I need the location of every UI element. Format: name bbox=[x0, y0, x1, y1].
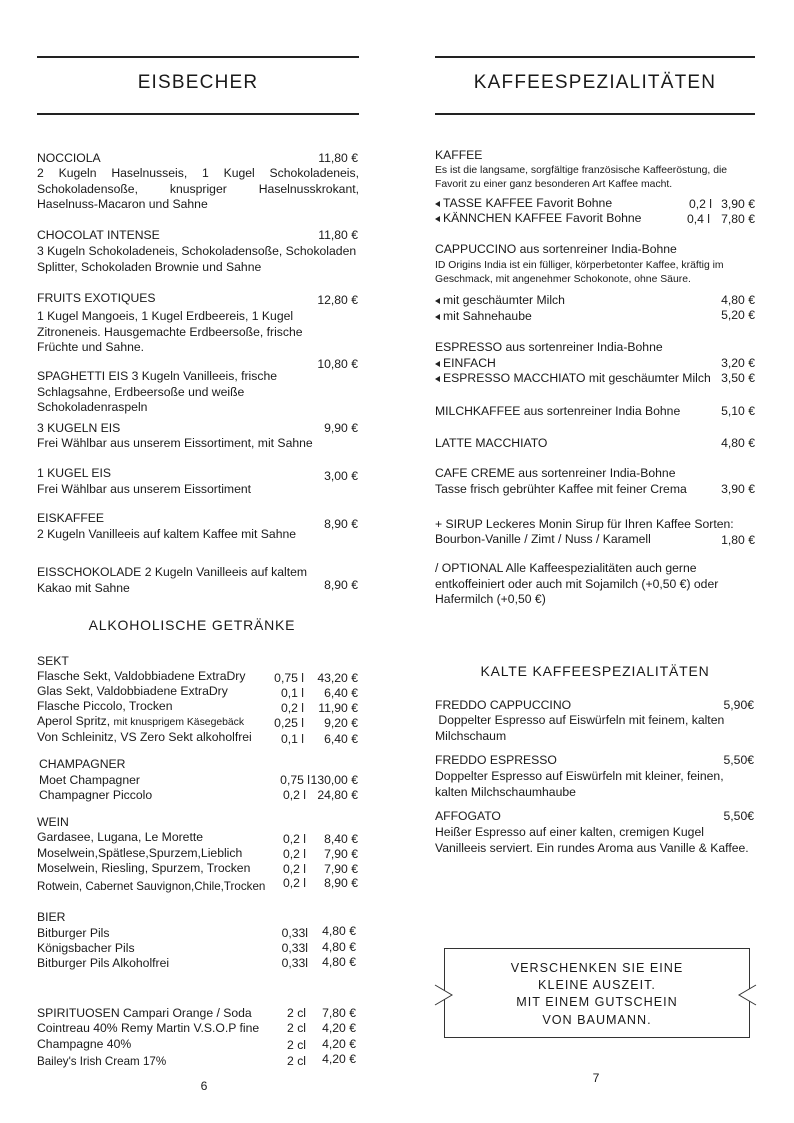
drink-name: Champagner Piccolo bbox=[39, 788, 153, 802]
menu-item-desc: Heißer Espresso auf einer kalten, cremigen Kugel Vanilleeis serviert. Ein rundes Aroma aus Vanille & Kaffee. bbox=[435, 825, 749, 855]
drink-price: 8,40 € bbox=[324, 832, 358, 846]
drink-price: 4,80 € bbox=[322, 955, 356, 969]
drink-price: 6,40 € bbox=[324, 686, 358, 700]
section-title-sekt: SEKT bbox=[37, 654, 69, 668]
drink-price: 4,80 € bbox=[322, 940, 356, 954]
drink-name: Von Schleinitz, VS Zero Sekt alkoholfrei bbox=[37, 730, 252, 744]
arrow-bullet-icon bbox=[435, 216, 440, 222]
drink-unit: 0,25 l bbox=[274, 716, 304, 730]
section-title-kaffee: KAFFEE bbox=[435, 148, 483, 162]
top-rule-right bbox=[435, 56, 755, 58]
menu-item-name: FREDDO CAPPUCCINO bbox=[435, 698, 572, 712]
menu-item-name: ESPRESSO MACCHIATO mit geschäumter Milch bbox=[443, 371, 711, 385]
section-title-espresso: ESPRESSO aus sortenreiner India-Bohne bbox=[435, 340, 663, 354]
drink-price: 4,20 € bbox=[322, 1021, 356, 1035]
eis-desc: 3 Kugeln Schokoladeneis, Schokoladensoße, Schokoladen Splitter, Schokoladen Brownie und Sahne bbox=[37, 244, 357, 274]
menu-item-price: 5,50€ bbox=[723, 753, 754, 767]
eis-desc: SPAGHETTI EIS 3 Kugeln Vanilleeis, frische Schlagsahne, Erdbeersoße und weiße Schokoladenraspeln bbox=[37, 369, 278, 414]
drink-name: Bitburger Pils bbox=[37, 926, 110, 940]
drink-unit: 0,33l bbox=[281, 926, 308, 940]
voucher-line: MIT EINEM GUTSCHEIN bbox=[516, 995, 678, 1009]
drink-name: SPIRITUOSEN Campari Orange / Soda bbox=[37, 1006, 252, 1020]
drink-unit: 0,2 l bbox=[280, 701, 304, 715]
drink-name: Moselwein,Spätlese,Spurzem,Lieblich bbox=[37, 846, 243, 860]
arrow-bullet-icon bbox=[435, 376, 440, 382]
menu-item-name: MILCHKAFFEE aus sortenreiner India Bohne bbox=[435, 404, 681, 418]
arrow-bullet-icon bbox=[435, 314, 440, 320]
menu-item-price: 3,50 € bbox=[721, 371, 755, 385]
voucher-line: KLEINE AUSZEIT. bbox=[538, 978, 656, 992]
drink-unit: 2 cl bbox=[287, 1054, 306, 1068]
drink-unit: 2 cl bbox=[287, 1038, 306, 1052]
page-number-left: 6 bbox=[200, 1079, 208, 1093]
arrow-bullet-icon bbox=[435, 298, 440, 304]
menu-item bbox=[435, 371, 711, 387]
drink-unit: 0,2 l bbox=[282, 876, 306, 890]
drink-price: 4,20 € bbox=[322, 1037, 356, 1051]
drink-name: Rotwein, Cabernet Sauvignon,Chile,Trocken bbox=[37, 880, 266, 893]
menu-item bbox=[435, 293, 565, 309]
drink-unit: 0,2 l bbox=[282, 832, 306, 846]
drink-unit: 2 cl bbox=[287, 1021, 306, 1035]
menu-item bbox=[435, 356, 496, 372]
menu-item bbox=[435, 196, 612, 212]
menu-item bbox=[435, 309, 532, 325]
drink-price: 7,90 € bbox=[324, 847, 358, 861]
section-heading-alkohol: ALKOHOLISCHE GETRÄNKE bbox=[88, 617, 296, 633]
drink-unit: 0,1 l bbox=[280, 686, 304, 700]
drink-unit: 0,2 l bbox=[282, 788, 306, 802]
gift-voucher-box bbox=[444, 948, 750, 1038]
menu-item-unit: 0,2 l bbox=[688, 197, 712, 211]
menu-item bbox=[435, 211, 641, 227]
eis-name: 3 KUGELN EIS bbox=[37, 421, 121, 435]
menu-item-name: KÄNNCHEN KAFFEE Favorit Bohne bbox=[443, 211, 642, 225]
sirup-line1: + SIRUP Leckeres Monin Sirup für Ihren Kaffee Sorten: bbox=[435, 517, 734, 531]
eis-desc: EISSCHOKOLADE 2 Kugeln Vanilleeis auf kaltem Kakao mit Sahne bbox=[37, 565, 308, 595]
menu-item-price: 3,20 € bbox=[721, 356, 755, 370]
drink-unit: 0,2 l bbox=[282, 862, 306, 876]
drink-unit: 2 cl bbox=[287, 1006, 306, 1020]
drink-name: Moselwein, Riesling, Spurzem, Trocken bbox=[37, 861, 251, 875]
drink-name: Moet Champagner bbox=[39, 773, 140, 787]
menu-item-price: 7,80 € bbox=[721, 212, 755, 226]
ribbon-notch-right-icon bbox=[737, 984, 759, 1008]
section-title-champagner: CHAMPAGNER bbox=[39, 757, 126, 771]
eis-price: 8,90 € bbox=[324, 517, 358, 531]
kaffee-desc: Es ist die langsame, sorgfältige französische Kaffeeröstung, die Favorit zu einer ganz besonderen Art Kaffee macht. bbox=[435, 165, 728, 190]
drink-price: 24,80 € bbox=[317, 788, 358, 802]
menu-item-unit: 0,4 l bbox=[686, 212, 710, 226]
drink-price: 9,20 € bbox=[324, 716, 358, 730]
drink-name: Bailey's Irish Cream 17% bbox=[37, 1055, 167, 1068]
eis-desc: Frei Wählbar aus unserem Eissortiment, mit Sahne bbox=[37, 436, 313, 450]
drink-name: Königsbacher Pils bbox=[37, 941, 135, 955]
drink-price: 7,90 € bbox=[324, 862, 358, 876]
drink-unit: 0,1 l bbox=[280, 732, 304, 746]
menu-item-name: TASSE KAFFEE Favorit Bohne bbox=[443, 196, 613, 210]
eis-price: 10,80 € bbox=[317, 357, 358, 371]
drink-unit: 0,33l bbox=[281, 956, 308, 970]
drink-name: Champagne 40% bbox=[37, 1037, 132, 1051]
drink-price: 6,40 € bbox=[324, 732, 358, 746]
eis-desc: 1 Kugel Mangoeis, 1 Kugel Erdbeereis, 1 Kugel Zitroneneis. Hausgemachte Erdbeersoße, frische Früchte und Sahne. bbox=[37, 309, 303, 354]
drink-name: Cointreau 40% Remy Martin V.S.O.P fine bbox=[37, 1021, 260, 1035]
eis-price: 9,90 € bbox=[324, 421, 358, 435]
eis-price: 11,80 € bbox=[318, 228, 358, 242]
drink-unit: 0,75 l bbox=[274, 671, 304, 685]
eis-price: 3,00 € bbox=[324, 469, 358, 483]
eis-name: CHOCOLAT INTENSE bbox=[37, 228, 160, 242]
cappuccino-desc: ID Origins India ist ein fülliger, körperbetonter Kaffee, kräftig im Geschmack, mit angenehmer Schokonote, ohne Säure. bbox=[435, 260, 724, 285]
drink-unit: 0,33l bbox=[281, 941, 308, 955]
drink-price: 130,00 € bbox=[310, 773, 358, 787]
drink-name: Bitburger Pils Alkoholfrei bbox=[37, 956, 170, 970]
optional-note: / OPTIONAL Alle Kaffeespezialitäten auch gerne entkoffeiniert oder auch mit Sojamilch (+0,50 €) oder Hafermilch (+0,50 €) bbox=[435, 561, 719, 606]
drink-name-text: Aperol Spritz, bbox=[37, 714, 111, 728]
drink-unit: 0,75 l bbox=[280, 773, 310, 787]
page-number-right: 7 bbox=[592, 1071, 600, 1085]
menu-item-price: 4,80 € bbox=[721, 436, 755, 450]
menu-item-price: 4,80 € bbox=[721, 293, 755, 307]
section-title-cappuccino: CAPPUCCINO aus sortenreiner India-Bohne bbox=[435, 242, 677, 256]
menu-item-desc: Doppelter Espresso auf Eiswürfeln mit kleiner, feinen, kalten Milchschaumhaube bbox=[435, 769, 724, 799]
drink-price: 11,90 € bbox=[318, 701, 358, 715]
eis-name: FRUITS EXOTIQUES bbox=[37, 291, 156, 305]
top-rule-left bbox=[37, 56, 359, 58]
bottom-rule-right bbox=[435, 113, 755, 115]
section-title-wein: WEIN bbox=[37, 815, 69, 829]
eis-desc: 2 Kugeln Vanilleeis auf kaltem Kaffee mit Sahne bbox=[37, 527, 297, 541]
voucher-line: VERSCHENKEN SIE EINE bbox=[510, 961, 684, 975]
menu-item-price: 5,20 € bbox=[721, 308, 755, 322]
eis-price: 11,80 € bbox=[318, 151, 358, 165]
menu-item-name: FREDDO ESPRESSO bbox=[435, 753, 557, 767]
menu-item-price: 5,10 € bbox=[721, 404, 755, 418]
eis-desc: Frei Wählbar aus unserem Eissortiment bbox=[37, 482, 252, 496]
drink-name bbox=[37, 714, 244, 731]
menu-item-price: 5,90€ bbox=[723, 698, 754, 712]
menu-item-price: 5,50€ bbox=[723, 809, 754, 823]
menu-item-name: CAFE CREME aus sortenreiner India-Bohne bbox=[435, 466, 676, 480]
drink-note: mit knusprigem Käsegebäck bbox=[113, 717, 245, 728]
menu-item-desc: Doppelter Espresso auf Eiswürfeln mit feinem, kalten Milchschaum bbox=[435, 713, 728, 743]
voucher-line: VON BAUMANN. bbox=[542, 1013, 652, 1027]
page-title-eisbecher: EISBECHER bbox=[137, 72, 259, 93]
menu-item-desc: Tasse frisch gebrühter Kaffee mit feiner Crema bbox=[435, 482, 687, 496]
eis-price: 8,90 € bbox=[324, 578, 358, 592]
menu-item-price: 3,90 € bbox=[721, 482, 755, 496]
eis-name: 1 KUGEL EIS bbox=[37, 466, 112, 480]
bottom-rule-left bbox=[37, 113, 359, 115]
page-title-kaffee: KAFFEESPEZIALITÄTEN bbox=[473, 72, 717, 93]
eis-name: EISKAFFEE bbox=[37, 511, 105, 525]
drink-name: Flasche Piccolo, Trocken bbox=[37, 699, 173, 713]
drink-price: 4,80 € bbox=[322, 924, 356, 938]
menu-item-name: mit geschäumter Milch bbox=[443, 293, 565, 307]
drink-unit: 0,2 l bbox=[282, 847, 306, 861]
eis-name: NOCCIOLA bbox=[37, 151, 101, 165]
sirup-line2: Bourbon-Vanille / Zimt / Nuss / Karamell bbox=[435, 532, 651, 546]
menu-item-name: EINFACH bbox=[443, 356, 496, 370]
menu-item-name: LATTE MACCHIATO bbox=[435, 436, 548, 450]
drink-name: Flasche Sekt, Valdobbiadene ExtraDry bbox=[37, 669, 246, 683]
section-title-bier: BIER bbox=[37, 910, 66, 924]
drink-price: 7,80 € bbox=[322, 1006, 356, 1020]
drink-name: Glas Sekt, Valdobbiadene ExtraDry bbox=[37, 684, 228, 698]
drink-price: 4,20 € bbox=[322, 1052, 356, 1066]
arrow-bullet-icon bbox=[435, 201, 440, 207]
drink-price: 43,20 € bbox=[317, 671, 358, 685]
menu-item-name: mit Sahnehaube bbox=[443, 309, 532, 323]
drink-name: Gardasee, Lugana, Le Morette bbox=[37, 830, 203, 844]
eis-price: 12,80 € bbox=[317, 293, 358, 307]
ribbon-notch-left-icon bbox=[434, 984, 456, 1008]
section-heading-kalte: KALTE KAFFEESPEZIALITÄTEN bbox=[480, 663, 710, 679]
menu-item-name: AFFOGATO bbox=[435, 809, 501, 823]
menu-item-price: 1,80 € bbox=[721, 533, 755, 547]
eis-desc: 2 Kugeln Haselnusseis, 1 Kugel Schokoladeneis, Schokoladensoße, knuspriger Haselnusskrokant, Haselnuss-Macaron und Sahne bbox=[37, 166, 359, 211]
arrow-bullet-icon bbox=[435, 361, 440, 367]
menu-item-price: 3,90 € bbox=[721, 197, 755, 211]
drink-price: 8,90 € bbox=[324, 876, 358, 890]
